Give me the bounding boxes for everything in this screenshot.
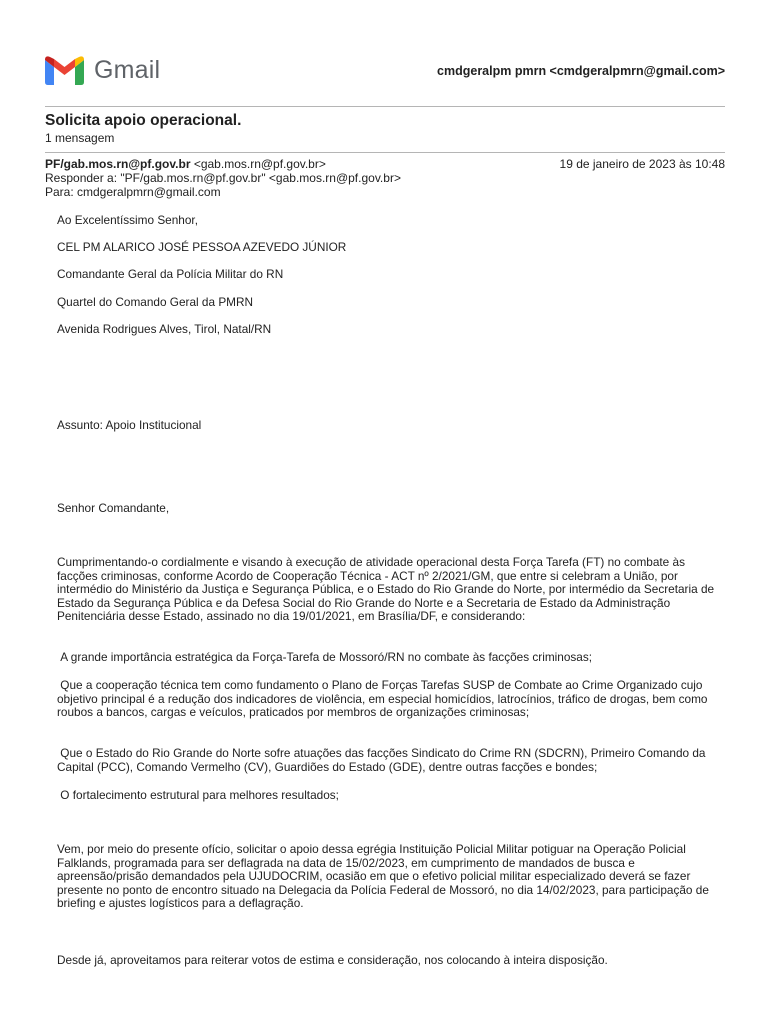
letter-consideration-1: A grande importância estratégica da Força-Tarefa de Mossoró/RN no combate às facções criminosas; xyxy=(57,650,593,664)
letter-subject-line: Assunto: Apoio Institucional xyxy=(57,418,202,432)
sender-name: PF/gab.mos.rn@pf.gov.br xyxy=(45,157,191,171)
gmail-header xyxy=(45,55,725,89)
letter-salutation: Ao Excelentíssimo Senhor, xyxy=(57,213,198,227)
gmail-logo[interactable] xyxy=(45,56,160,85)
thread-subject: Solicita apoio operacional. xyxy=(45,112,242,129)
to-line: Para: cmdgeralpmrn@gmail.com xyxy=(45,185,221,199)
sender-email: <gab.mos.rn@pf.gov.br> xyxy=(193,157,326,171)
reply-to-line: Responder a: "PF/gab.mos.rn@pf.gov.br" <gab.mos.rn@pf.gov.br> xyxy=(45,171,401,185)
letter-paragraph-request: Vem, por meio do presente ofício, solicitar o apoio dessa egrégia Instituição Policial Militar potiguar na Operação Policial Falklands, programada para ser deflagrada na data de 15/02/2023, em cumprimento de mandados de busca e apreensão/prisão demandados pela UJUDOCRIM, ocasião em que o efetivo policial militar especializado deverá se fazer presente no ponto de encontro situado na Delegacia da Polícia Federal de Mossoró, no dia 14/02/2023, para participação de briefing e ajustes logísticos para a deflagração. xyxy=(57,842,709,911)
message-count: 1 mensagem xyxy=(45,131,115,145)
gmail-wordmark: Gmail xyxy=(94,56,161,84)
letter-paragraph-intro: Cumprimentando-o cordialmente e visando à execução de atividade operacional desta Força Tarefa (FT) no combate às facções criminosas, conforme Acordo de Cooperação Técnica - ACT nº 2/2021/GM, que entre si celebram a União, por intermédio do Ministério da Justiça e Segurança Pública, e o Estado do Rio Grande do Norte, por intermédio da Secretaria de Estado da Segurança Pública e da Defesa Social do Rio Grande do Norte e a Secretaria de Estado da Administração Penitenciária desse Estado, assinado no dia 19/01/2021, em Brasília/DF, e considerando: xyxy=(57,555,715,624)
account-label: cmdgeralpm pmrn <cmdgeralpmrn@gmail.com> xyxy=(437,64,725,78)
letter-recipient-role: Comandante Geral da Polícia Militar do RN xyxy=(57,267,284,281)
letter-consideration-2: Que a cooperação técnica tem como fundamento o Plano de Forças Tarefas SUSP de Combate ao Crime Organizado cujo objetivo principal é a redução dos indicadores de violência, em especial homicídios, latrocínios, tráfico de drogas, bem como roubos a bancos, cargas e veículos, praticados por membros de organizações criminosas; xyxy=(57,678,711,720)
gmail-m-icon xyxy=(45,56,84,85)
letter-recipient-unit: Quartel do Comando Geral da PMRN xyxy=(57,295,254,309)
subject-divider xyxy=(45,152,725,153)
letter-recipient-address: Avenida Rodrigues Alves, Tirol, Natal/RN xyxy=(57,322,272,336)
message-date: 19 de janeiro de 2023 às 10:48 xyxy=(559,157,725,171)
message-header xyxy=(45,157,725,199)
letter-recipient-name: CEL PM ALARICO JOSÉ PESSOA AZEVEDO JÚNIOR xyxy=(57,240,347,254)
letter-greeting: Senhor Comandante, xyxy=(57,501,170,515)
letter-consideration-3: Que o Estado do Rio Grande do Norte sofre atuações das facções Sindicato do Crime RN (SDCRN), Primeiro Comando da Capital (PCC), Comando Vermelho (CV), Guardiões do Estado (GDE), dentre outras facções e bondes; xyxy=(57,746,709,774)
header-divider xyxy=(45,106,725,107)
letter-closing: Desde já, aproveitamos para reiterar votos de estima e consideração, nos colocando à inteira disposição. xyxy=(57,953,608,967)
letter-consideration-4: O fortalecimento estrutural para melhores resultados; xyxy=(57,788,339,802)
